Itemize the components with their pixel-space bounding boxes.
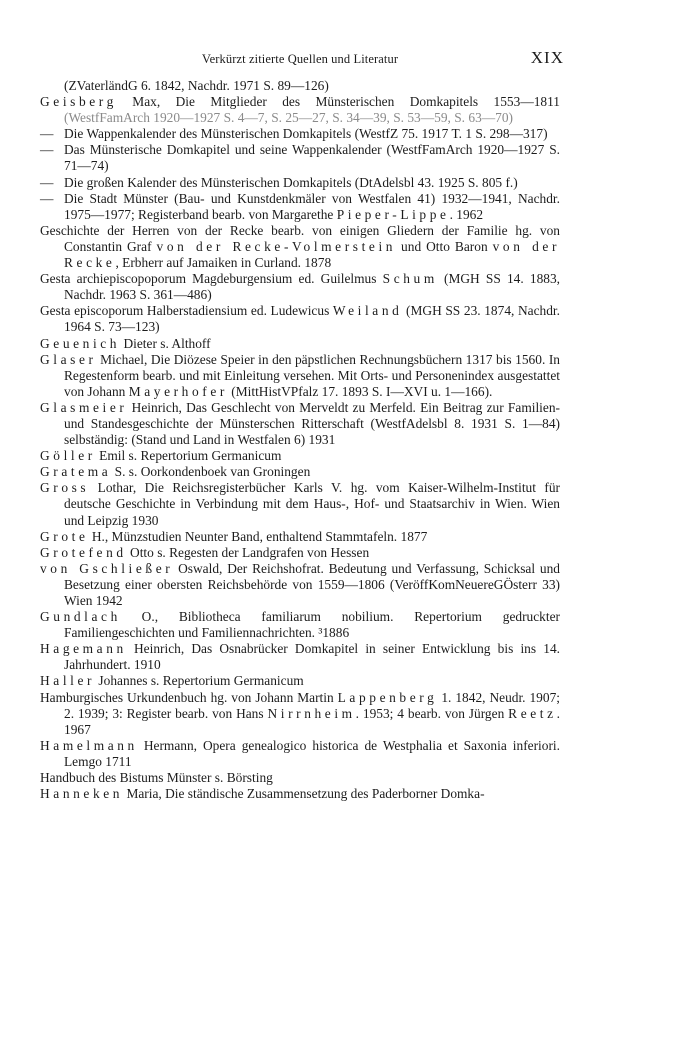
entry-text: , Erbherr auf Jamaiken in Curland. 1878 [115, 255, 332, 271]
entry-text: (ZVaterländG 6. 1842, Nachdr. 1971 S. 89—126) [64, 78, 329, 93]
spaced-author-name: Reetz [508, 705, 557, 721]
entry-text: Johannes s. Repertorium Germanicum [95, 673, 304, 689]
entry-text: Michael, Die Diözese Speier in den päpstlichen Rechnungsbüchern 1317 bis 1560. In Regestenform bearb. und mit Einleitung versehen. Mit Orts- und Personenindex ausgestattet von Johann [64, 351, 560, 399]
entry-text: . 1962 [449, 206, 484, 222]
bibliography-entry [40, 191, 560, 223]
bibliography-entry [40, 223, 560, 271]
bibliography-entry [40, 352, 560, 400]
entry-text: Gesta episcoporum Halberstadiensium ed. Ludewicus [40, 303, 333, 319]
bibliography-entry [40, 142, 560, 174]
entry-text: Gesta archiepiscopoporum Magdeburgensium ed. Guilelmus [40, 271, 383, 287]
spaced-author-name: von Gschließer [40, 560, 174, 576]
entry-text: H., Münzstudien Neunter Band, enthaltend Stammtafeln. 1877 [88, 528, 428, 544]
entry-text: Hamburgisches Urkundenbuch hg. von Johann Martin [40, 689, 338, 705]
spaced-author-name: Weiland [332, 303, 403, 319]
entry-text: O., Bibliotheca familiarum nobilium. Repertorium gedruckter Familiengeschichten und Familiennachrichten. ³1886 [64, 609, 560, 641]
bibliography-entry [40, 770, 560, 786]
entry-text: Die Stadt Münster (Bau- und Kunstdenkmäler von Westfalen 41) 1932—1941, Nachdr. 1975—1977; Registerband bearb. von Margarethe [64, 190, 560, 222]
page-number: XIX [530, 48, 564, 67]
bibliography-entry [40, 94, 560, 126]
entry-text: (MGH SS 23. 1874, Nachdr. 1964 S. 73—123) [64, 303, 560, 335]
entry-text: Das Münsterische Domkapitel und seine Wappenkalender (WestfFamArch 1920—1927 S. 71—74) [64, 142, 560, 174]
entry-text: Hermann, Opera genealogico historica de Westphalia et Saxonia inferiori. Lemgo 1711 [64, 737, 560, 769]
entry-text: . 1967 [64, 705, 560, 737]
spaced-author-name: Hamelmann [40, 737, 138, 753]
spaced-author-name: Hanneken [40, 786, 124, 802]
repeat-author-dash: — [40, 190, 54, 206]
spaced-author-name: Geisberg [40, 94, 117, 110]
entry-text: Maria, Die ständische Zusammensetzung des Paderborner Domka- [123, 786, 485, 802]
spaced-author-name: Gundlach [40, 609, 121, 625]
spaced-author-name: Gratema [40, 464, 112, 480]
bibliography-entry [40, 673, 560, 689]
spaced-author-name: Pieper-Lippe [336, 206, 450, 222]
entry-text: Heinrich, Das Osnabrücker Domkapitel in seiner Entwicklung bis ins 14. Jahrhundert. 1910 [64, 641, 560, 673]
entry-text: Oswald, Der Reichshofrat. Bedeutung und Verfassung, Schicksal und Besetzung einer obersten Reichsbehörde von 1559—1806 (VeröffKomNeuereGÖsterr 33) Wien 1942 [64, 560, 560, 608]
entry-text: und Otto Baron [396, 238, 493, 254]
spaced-author-name: von der Recke [64, 238, 561, 271]
spaced-author-name: Grotefend [40, 544, 127, 560]
bibliography-entry [40, 175, 560, 191]
entry-text: Otto s. Regesten der Landgrafen von Hessen [126, 544, 370, 560]
entry-text: Die Wappenkalender des Münsterischen Domkapitels (WestfZ 75. 1917 T. 1 S. 298—317) [64, 126, 548, 142]
spaced-author-name: von der Recke-Volmerstein [156, 238, 397, 254]
bibliography-entry [40, 641, 560, 673]
spaced-author-name: Grote [40, 528, 89, 544]
spaced-author-name: Hagemann [40, 641, 127, 657]
entry-text: . 1953; 4 bearb. von Jürgen [355, 705, 509, 721]
bibliography-entry [40, 400, 560, 448]
bibliography-list [40, 78, 560, 802]
entry-text: Max, Die Mitglieder des Münsterischen Domkapitels 1553—1811 [116, 94, 560, 110]
bibliography-entry [40, 561, 560, 609]
bibliography-entry [40, 464, 560, 480]
bibliography-entry [40, 786, 560, 802]
entry-text: (MGH SS 14. 1883, Nachdr. 1963 S. 361—486) [64, 271, 561, 303]
spaced-author-name: Nirrnheim [267, 705, 356, 721]
bibliography-entry [40, 126, 560, 142]
bibliography-entry [40, 78, 560, 94]
entry-text: (MittHistVPfalz 17. 1893 S. I—XVI u. 1—166). [227, 383, 493, 399]
repeat-author-dash: — [40, 126, 54, 142]
bibliography-entry [40, 271, 560, 303]
bibliography-entry [40, 738, 560, 770]
repeat-author-dash: — [40, 142, 54, 158]
bibliography-entry [40, 336, 560, 352]
spaced-author-name: Lappenberg [337, 689, 438, 705]
spaced-author-name: Mayerhofer [128, 383, 228, 399]
spaced-author-name: Schum [382, 271, 438, 287]
spaced-author-name: Glaser [40, 351, 97, 367]
bibliography-entry [40, 690, 560, 738]
spaced-author-name: Göller [40, 448, 96, 464]
entry-text: Geschichte der Herren von der Recke bearb. von einigen Gliedern der Familie hg. von Constantin Graf [40, 222, 560, 254]
entry-text: (WestfFamArch 1920—1927 S. 4—7, S. 25—27, S. 34—39, S. 53—59, S. 63—70) [64, 110, 514, 126]
spaced-author-name: Geuenich [40, 335, 121, 351]
repeat-author-dash: — [40, 174, 54, 190]
running-header [40, 48, 564, 72]
entry-text: Heinrich, Das Geschlecht von Merveldt zu Merfeld. Ein Beitrag zur Familien- und Standesgeschichte der Münsterschen Ritterschaft (WestfAdelsbl 8. 1931 S. 1—84) selbständig: (Stand und Land in Westfalen 6) 1931 [64, 399, 560, 448]
entry-text: Handbuch des Bistums Münster s. Börsting [40, 770, 273, 786]
entry-text: 1. 1842, Neudr. 1907; 2. 1939; 3: Register bearb. von Hans [64, 689, 560, 721]
spaced-author-name: Haller [40, 673, 96, 689]
bibliography-entry [40, 303, 560, 335]
running-head-title: Verkürzt zitierte Quellen und Literatur [201, 52, 399, 66]
bibliography-entry [40, 448, 560, 464]
bibliography-entry [40, 545, 560, 561]
entry-text: Dieter s. Althoff [120, 335, 211, 351]
entry-text: Emil s. Repertorium Germanicum [95, 448, 282, 464]
bibliography-entry [40, 529, 560, 545]
bibliography-entry [40, 609, 560, 641]
entry-text: Die großen Kalender des Münsterischen Domkapitels (DtAdelsbl 43. 1925 S. 805 f.) [64, 174, 518, 190]
bibliography-entry [40, 480, 560, 528]
spaced-author-name: Gross [40, 480, 90, 496]
entry-text: Lothar, Die Reichsregisterbücher Karls V. hg. vom Kaiser-Wilhelm-Institut für deutsche Geschichte in Verbindung mit dem Haus-, Hof- und Staatsarchiv in Wien. Wien und Leipzig 1930 [64, 480, 560, 528]
entry-text: S. s. Oorkondenboek van Groningen [111, 464, 311, 480]
spaced-author-name: Glasmeier [40, 399, 128, 415]
